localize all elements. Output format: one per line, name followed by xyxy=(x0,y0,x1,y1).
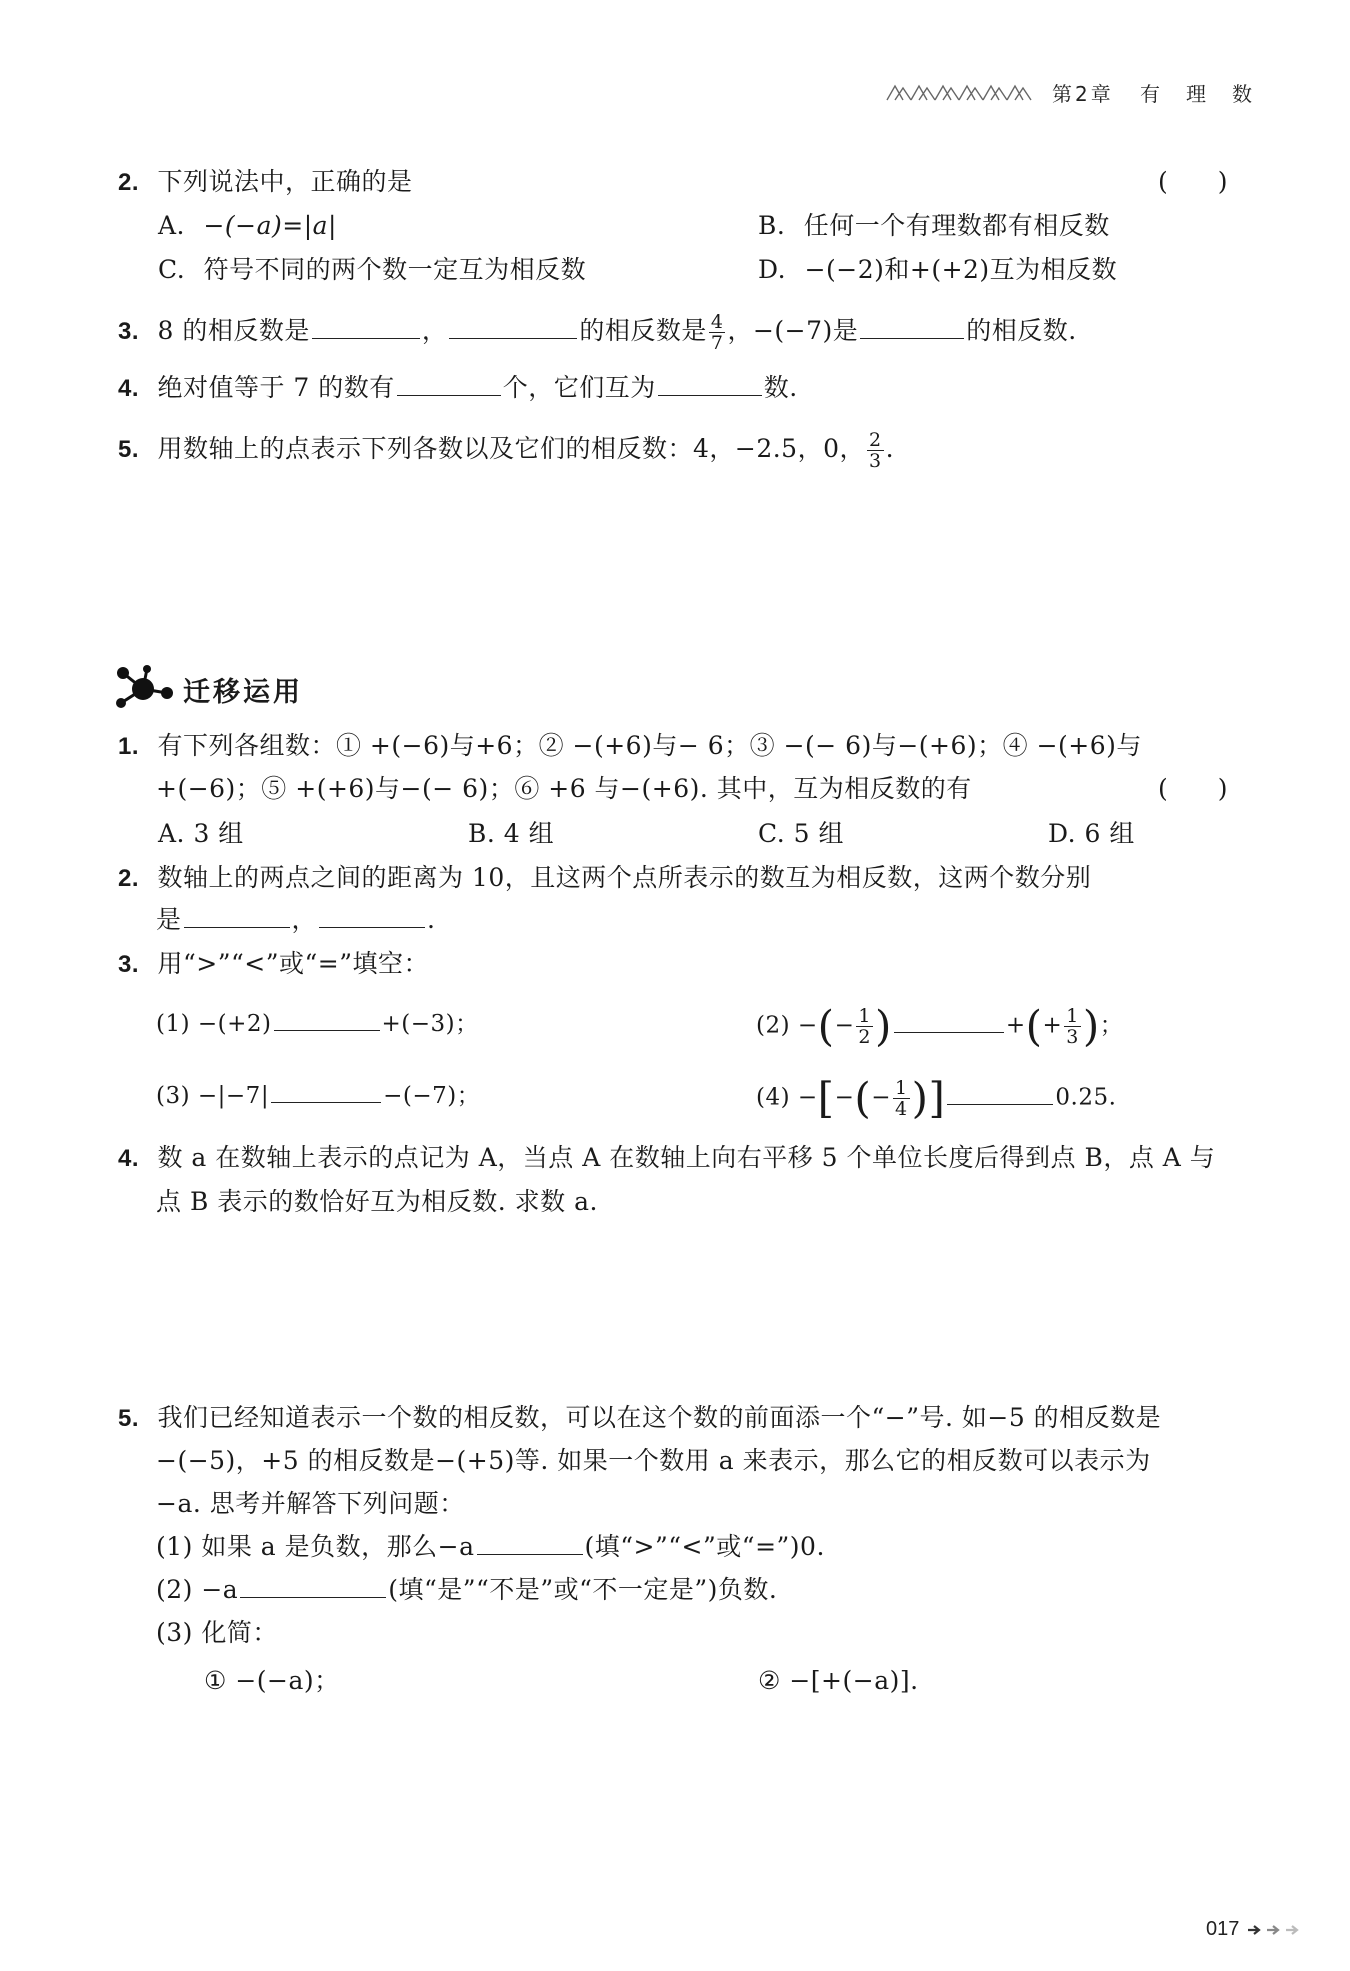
subquestion-1 xyxy=(156,1529,825,1565)
question-3 xyxy=(118,312,1077,353)
option-a xyxy=(158,208,337,244)
chapter-title: 有 理 数 xyxy=(1140,82,1255,106)
question-text: (填“>”“<”或“=”)0. xyxy=(584,1532,825,1561)
fraction-numerator: 1 xyxy=(1066,1005,1079,1027)
question-5 xyxy=(118,430,894,471)
option-label: D. xyxy=(758,255,787,284)
question-text: 是 xyxy=(156,905,182,934)
section-molecule-icon xyxy=(113,663,175,715)
question-4 xyxy=(118,370,798,407)
fraction-denominator: 3 xyxy=(869,450,882,472)
answer-blank[interactable] xyxy=(658,373,762,396)
question-number: 1. xyxy=(118,733,140,760)
answer-blank[interactable] xyxy=(312,316,420,339)
transfer-question-5 xyxy=(118,1400,1161,1437)
question-text: 0.25. xyxy=(1055,1084,1117,1111)
option-c: C. 5 组 xyxy=(758,819,844,848)
option-text: 任何一个有理数都有相反数 xyxy=(803,211,1110,240)
right-paren: ) xyxy=(1082,1001,1100,1051)
question-text: 8 的相反数是 xyxy=(157,316,310,345)
answer-blank[interactable] xyxy=(274,1008,380,1031)
chapter-label: 第2章 xyxy=(1052,82,1114,106)
question-text: 个，它们互为 xyxy=(502,373,656,402)
transfer-question-4 xyxy=(118,1140,1215,1177)
fraction xyxy=(856,1006,873,1047)
left-bracket: [ xyxy=(817,1073,835,1123)
section-title: 迁移运用 xyxy=(183,677,303,708)
simplify-item-2: ② −[+(−a)]. xyxy=(758,1666,919,1695)
option-d: D. 6 组 xyxy=(1048,819,1135,848)
option-label: C. xyxy=(158,255,186,284)
answer-blank[interactable] xyxy=(397,373,501,396)
question-text: (1) −(+2) xyxy=(156,1011,272,1037)
question-text: (2) − xyxy=(756,1012,818,1039)
right-bracket: ] xyxy=(928,1073,946,1123)
question-text: (填“是”“不是”或“不一定是”)负数. xyxy=(388,1575,778,1604)
fraction-denominator: 2 xyxy=(858,1026,871,1048)
question-text: ； xyxy=(1099,1012,1124,1039)
option-label: B. xyxy=(758,211,786,240)
subquestion-2 xyxy=(156,1572,777,1608)
answer-blank[interactable] xyxy=(319,905,425,928)
answer-blank[interactable] xyxy=(860,316,964,339)
option-c xyxy=(158,252,586,288)
answer-blank[interactable] xyxy=(449,316,577,339)
option-text: −(−2)和+(+2)互为相反数 xyxy=(804,255,1118,284)
subquestion-4: (4) −[−(− $\frac{1}{4}$ )] 0.25. xyxy=(756,1073,1117,1123)
option-a: A. 3 组 xyxy=(158,819,244,848)
fraction-numerator: 1 xyxy=(895,1077,908,1099)
subquestion-2: (2) −(− $\frac{1}{2}$ ) +(+ $\frac{1}{3}$ )； xyxy=(756,1001,1124,1051)
question-text: +(−3)； xyxy=(381,1011,479,1037)
option-d xyxy=(758,252,1117,288)
question-number: 2. xyxy=(118,169,140,196)
left-paren: ( xyxy=(854,1073,872,1123)
fraction-numerator: 1 xyxy=(858,1005,871,1027)
question-text: ， xyxy=(291,905,318,934)
option-b xyxy=(758,208,1110,244)
subquestion-3 xyxy=(156,1078,480,1114)
fraction xyxy=(867,430,884,471)
question-text: ，−(−7)是 xyxy=(727,316,859,345)
question-2 xyxy=(118,164,412,201)
question-text: 数. xyxy=(763,373,798,402)
fraction-denominator: 7 xyxy=(710,332,724,354)
question-number: 4. xyxy=(118,375,140,402)
question-number: 4. xyxy=(118,1145,140,1172)
question-text: 点 B 表示的数恰好互为相反数. 求数 a. xyxy=(156,1187,598,1216)
option-label: A. xyxy=(158,211,186,240)
answer-blank[interactable] xyxy=(184,905,290,928)
question-text: 数 a 在数轴上表示的点记为 A，当点 A 在数轴上向右平移 5 个单位长度后得到点 B，点 A 与 xyxy=(157,1143,1216,1172)
question-text: (1) 如果 a 是负数，那么−a xyxy=(156,1532,475,1561)
question-number: 2. xyxy=(118,865,140,892)
answer-blank[interactable] xyxy=(240,1575,386,1598)
option-text: −(−a)=|a| xyxy=(203,211,337,240)
left-paren: ( xyxy=(1025,1001,1043,1051)
transfer-question-1 xyxy=(118,728,1142,765)
question-text: 用“>”“<”或“=”填空： xyxy=(157,949,429,978)
fraction-denominator: 3 xyxy=(1066,1026,1079,1048)
question-text: (4) − xyxy=(756,1084,818,1111)
header-decoration-icon xyxy=(885,80,1033,102)
fraction-numerator: 2 xyxy=(869,429,882,451)
fraction-denominator: 4 xyxy=(895,1098,908,1120)
fraction xyxy=(1064,1006,1081,1047)
question-text: ， xyxy=(421,316,448,345)
question-text: −(−5)，+5 的相反数是−(+5)等. 如果一个数用 a 来表示，那么它的相反数可以表示为 xyxy=(156,1446,1151,1475)
question-number: 5. xyxy=(118,436,140,463)
subquestion-3: (3) 化简： xyxy=(156,1618,278,1647)
fraction-numerator: 4 xyxy=(710,311,724,333)
option-b: B. 4 组 xyxy=(468,819,555,848)
right-paren: ) xyxy=(874,1001,892,1051)
answer-blank[interactable] xyxy=(271,1080,381,1103)
fraction xyxy=(709,312,726,353)
question-text: 有下列各组数：① +(−6)与+6；② −(+6)与− 6；③ −(− 6)与−(+6)；④ −(+6)与 xyxy=(157,731,1142,760)
question-text: 的相反数是 xyxy=(579,316,707,345)
question-number: 3. xyxy=(118,951,140,978)
question-number: 3. xyxy=(118,318,140,345)
question-text: −a. 思考并解答下列问题： xyxy=(156,1489,465,1518)
question-text: (3) −|−7| xyxy=(156,1083,270,1109)
answer-blank[interactable] xyxy=(894,1010,1004,1033)
question-text: . xyxy=(427,905,436,934)
question-text: 数轴上的两点之间的距离为 10，且这两个点所表示的数互为相反数，这两个数分别 xyxy=(157,863,1092,892)
question-text: +(−6)；⑤ +(+6)与−(− 6)；⑥ +6 与−(+6). 其中，互为相反数的有 xyxy=(156,774,972,803)
question-line xyxy=(156,902,435,938)
transfer-question-2 xyxy=(118,860,1091,897)
question-stem: 下列说法中，正确的是 xyxy=(157,167,413,196)
answer-blank[interactable] xyxy=(477,1532,583,1555)
arrows-icon xyxy=(1246,1922,1304,1938)
transfer-question-3 xyxy=(118,946,429,983)
question-number: 5. xyxy=(118,1405,140,1432)
question-text: . xyxy=(885,434,895,463)
question-text: 绝对值等于 7 的数有 xyxy=(157,373,395,402)
question-text: 的相反数. xyxy=(966,316,1077,345)
question-text: 我们已经知道表示一个数的相反数，可以在这个数的前面添一个“−”号. 如−5 的相反数是 xyxy=(157,1403,1162,1432)
question-text: (2) −a xyxy=(156,1575,239,1604)
option-text: 符号不同的两个数一定互为相反数 xyxy=(203,255,587,284)
simplify-item-1: ① −(−a)； xyxy=(204,1666,340,1695)
question-text: + xyxy=(1005,1012,1026,1039)
left-paren: ( xyxy=(817,1001,835,1051)
answer-paren: ( ) xyxy=(1158,167,1228,196)
answer-blank[interactable] xyxy=(947,1082,1053,1105)
right-paren: ) xyxy=(911,1073,929,1123)
question-text: 用数轴上的点表示下列各数以及它们的相反数：4，−2.5，0， xyxy=(157,434,865,463)
page-number: 017 xyxy=(1206,1918,1240,1940)
fraction xyxy=(893,1078,910,1119)
question-text: −(−7)； xyxy=(383,1083,481,1109)
subquestion-1 xyxy=(156,1006,479,1042)
answer-paren: ( ) xyxy=(1158,774,1228,803)
